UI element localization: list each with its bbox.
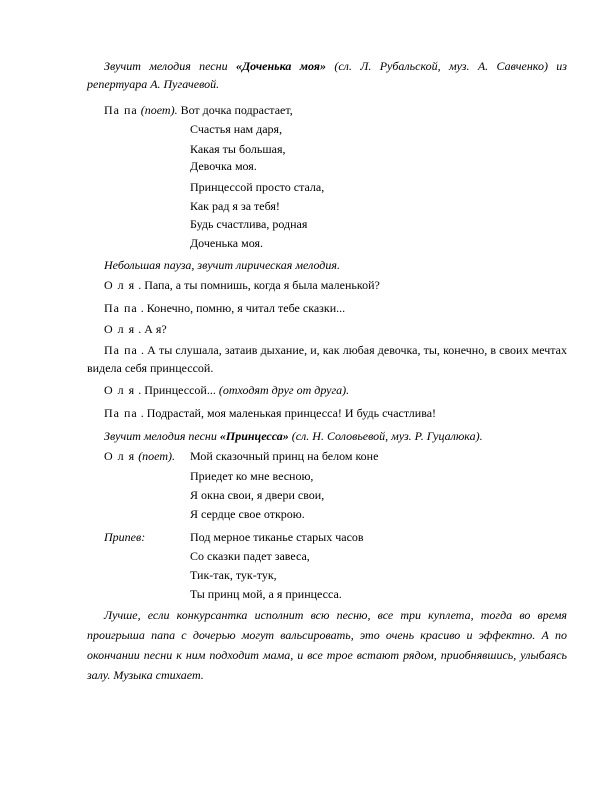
verse2-speaker-label bbox=[104, 447, 175, 465]
stage-direction-pause: Небольшая пауза, звучит лирическая мелодия. bbox=[104, 258, 340, 272]
speaker-olya: О л я bbox=[104, 449, 136, 463]
verse-line: Мой сказочный принц на белом коне bbox=[190, 449, 379, 463]
song1-title: «Доченька моя» bbox=[235, 59, 326, 73]
song1-intro bbox=[87, 57, 567, 93]
speaker-papa: Па па bbox=[104, 103, 138, 117]
closing-stage-direction: Лучше, если конкурсантка исполнит всю песню, все три куплета, тогда во время проигрыша папа с дочерью могут вальсировать, это очень красиво и эффектно. А по окончании песни к ним подходит мама, и все трое встают рядом, приобнявшись, улыбаясь залу. Музыка стихает. bbox=[87, 608, 567, 682]
speaker-olya: О л я bbox=[104, 383, 136, 397]
dialogue-line bbox=[104, 320, 167, 338]
dialogue-text: . Папа, а ты помнишь, когда я была маленькой? bbox=[135, 278, 380, 292]
speaker-olya: О л я bbox=[104, 322, 136, 336]
song2-intro bbox=[104, 427, 483, 445]
verse-line: Какая ты большая, bbox=[190, 142, 286, 156]
dialogue-text: . Подрастай, моя маленькая принцесса! И будь счастлива! bbox=[137, 406, 437, 420]
chorus-line: Тик-так, тук-тук, bbox=[190, 568, 277, 582]
verse-line: Я сердце свое открою. bbox=[190, 507, 305, 521]
speaker-papa: Па па bbox=[104, 406, 138, 420]
verse-line: Доченька моя. bbox=[190, 236, 263, 250]
verse-line: Будь счастлива, родная bbox=[190, 217, 308, 231]
dialogue-line bbox=[104, 276, 380, 294]
verse-line: Девочка моя. bbox=[190, 159, 257, 173]
song2-intro-credits: (сл. Н. Соловьевой, муз. Р. Гуцалюка). bbox=[288, 429, 483, 443]
song1-intro-credits: (сл. Л. Рубальской, муз. А. Савченко) из репертуара А. Пугачевой. bbox=[87, 59, 567, 91]
verse-line: Приедет ко мне весною, bbox=[190, 469, 314, 483]
dialogue-line bbox=[104, 381, 349, 399]
verse-line: Принцессой просто стала, bbox=[190, 180, 325, 194]
dialogue-text: . А я? bbox=[135, 322, 167, 336]
stage-note: (поет). bbox=[140, 103, 178, 117]
speaker-olya: О л я bbox=[104, 278, 136, 292]
dialogue-paragraph bbox=[87, 341, 567, 377]
stage-note: (поет). bbox=[138, 449, 176, 463]
verse-line: Вот дочка подрастает, bbox=[177, 103, 293, 117]
dialogue-line bbox=[104, 299, 345, 317]
chorus-line: Со сказки падет завеса, bbox=[190, 549, 310, 563]
song2-title: «Принцесса» bbox=[219, 429, 289, 443]
dialogue-line bbox=[104, 404, 436, 422]
song1-intro-text: Звучит мелодия песни bbox=[104, 59, 236, 73]
verse-line: Как рад я за тебя! bbox=[190, 199, 280, 213]
dialogue-text: . А ты слушала, затаив дыхание, и, как любая девочка, ты, конечно, в своих мечтах видела себя принцессой. bbox=[87, 343, 567, 375]
chorus-line: Ты принц мой, а я принцесса. bbox=[190, 587, 342, 601]
dialogue-text: . Конечно, помню, я читал тебе сказки... bbox=[137, 301, 346, 315]
dialogue-text: . Принцессой... bbox=[135, 383, 219, 397]
verse-line: Я окна свои, я двери свои, bbox=[190, 488, 325, 502]
chorus-line: Под мерное тиканье старых часов bbox=[190, 530, 364, 544]
verse1-first-line bbox=[104, 101, 293, 119]
verse-line: Счастья нам даря, bbox=[190, 122, 283, 136]
song2-intro-text: Звучит мелодия песни bbox=[104, 429, 220, 443]
speaker-papa: Па па bbox=[104, 301, 138, 315]
stage-note: (отходят друг от друга). bbox=[218, 383, 350, 397]
speaker-papa: Па па bbox=[104, 343, 138, 357]
chorus-label: Припев: bbox=[104, 530, 146, 544]
